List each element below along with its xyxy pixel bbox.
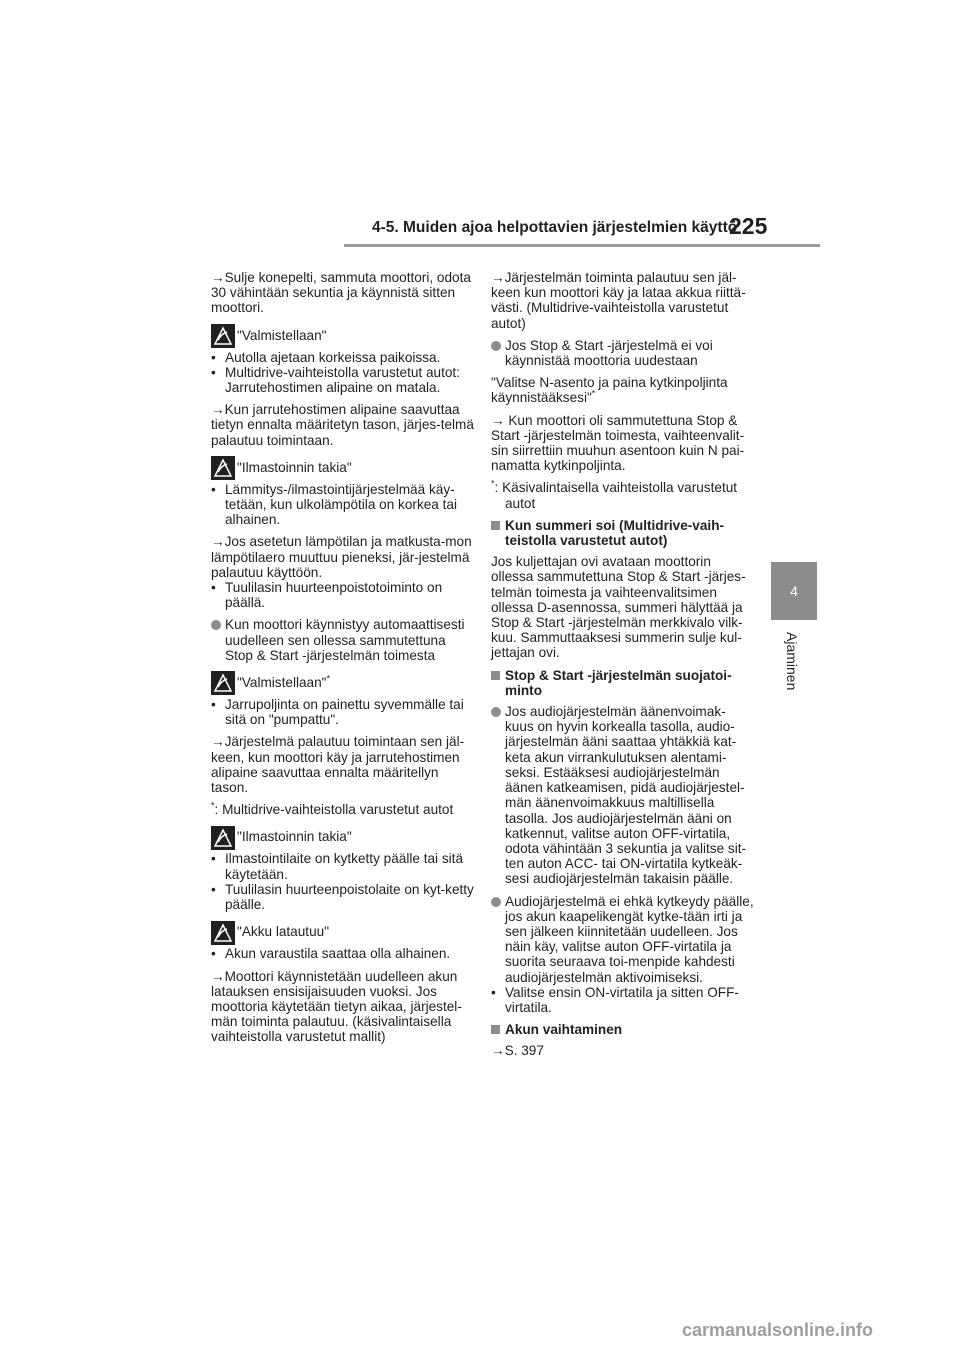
message-title-text: "Valmistellaan"	[237, 675, 327, 691]
circle-bullet-item	[491, 338, 754, 368]
warning-triangle-icon	[211, 826, 235, 850]
message-title-text: "Ilmastoinnin takia"	[237, 459, 352, 475]
message-block	[211, 824, 474, 912]
watermark: carmanualsonline.info	[682, 1320, 874, 1340]
circle-bullet-icon	[491, 341, 501, 351]
bullet-item	[211, 946, 474, 961]
section-heading-text: Kun summeri soi (Multidrive-vaih-teistolla varustetut autot)	[505, 517, 725, 549]
circle-bullet-item	[491, 894, 754, 985]
bullet-item	[211, 580, 474, 610]
bullet-item	[211, 350, 474, 365]
circle-bullet-text: Jos audiojärjestelmän äänenvoimak-kuus on hyvin korkealla tasolla, audio-järjestelmän ääni saattaa yhtäkkiä kat-keta akun virrankulutuksen alentami-seksi. Estääksesi audiojärjestelmän äänen katkeamisen, pidä audiojärjestel-män äänenvoimakkuus maltillisella tasolla. Jos audiojärjestelmän ääni on katkennut, valitse auton OFF-virtatila, odota vähintään 3 sekuntia ja valitse sit-ten auton ACC- tai ON-virtatila kytkeäk-sesi audiojärjestelmän takaisin päälle.	[505, 704, 747, 887]
bullet-item	[211, 851, 474, 881]
right-column	[491, 270, 754, 1066]
section-heading	[491, 1022, 754, 1037]
bullet-item	[211, 697, 474, 727]
paragraph	[491, 375, 754, 405]
section-heading	[491, 668, 754, 698]
circle-bullet-text: Kun moottori käynnistyy automaattisesti uudelleen sen ollessa sammutettuna Stop & Start -järjestelmän toimesta	[225, 617, 465, 663]
warning-triangle-icon	[211, 456, 235, 480]
paragraph: →Jos asetetun lämpötilan ja matkusta-mon lämpötilaero muuttuu pieneksi, jär-jestelmä palautuu käyttöön.	[211, 534, 472, 580]
paragraph: →Järjestelmän toiminta palautuu sen jäl-keen kun moottori käy ja lataa akkua riittä-västi. (Multidrive-vaihteistolla varustetut autot)	[491, 270, 746, 331]
bullet-item	[211, 365, 474, 395]
bullet-dot: •	[211, 881, 216, 897]
quoted-message: "Valitse N-asento ja paina kytkinpoljinta käynnistääksesi"	[491, 375, 728, 406]
bullet-text: Multidrive-vaihteistolla varustetut autot: Jarrutehostimen alipaine on matala.	[225, 364, 460, 396]
bullet-text: Akun varaustila saattaa olla alhainen.	[225, 946, 451, 962]
circle-bullet-icon	[491, 897, 501, 907]
section-heading-text: Akun vaihtaminen	[505, 1022, 623, 1038]
message-block	[211, 670, 474, 727]
bullet-item	[491, 985, 754, 1015]
left-column	[211, 270, 474, 1052]
bullet-dot: •	[211, 851, 216, 867]
square-bullet-icon	[491, 671, 500, 680]
section-heading-text: Stop & Start -järjestelmän suojatoi-minto	[505, 667, 732, 698]
paragraph: Jos kuljettajan ovi avataan moottorin ollessa sammutettuna Stop & Start -järjes-telmän toimesta ja vaihteenvalitsimen ollessa D-asennossa, summeri hälyttää ja Stop & Start -järjestelmän merkkivalo vilk-kuu. Sammuttaaksesi summerin sulje kul-jettajan ovi.	[491, 554, 746, 661]
paragraph: →Kun jarrutehostimen alipaine saavuttaa tietyn ennalta määritetyn tason, järjes-telmä palautuu toimintaan.	[211, 402, 474, 448]
bullet-text: Autolla ajetaan korkeissa paikoissa.	[225, 349, 441, 365]
message-title	[211, 919, 474, 945]
circle-bullet-item	[491, 704, 754, 886]
bullet-text: Ilmastointilaite on kytketty päälle tai sitä käytetään.	[225, 851, 464, 882]
bullet-dot: •	[211, 946, 216, 962]
warning-triangle-icon	[211, 921, 235, 945]
message-title	[211, 670, 474, 696]
bullet-dot: •	[491, 984, 496, 1000]
bullet-text: Valitse ensin ON-virtatila ja sitten OFF-virtatila.	[505, 984, 739, 1015]
bullet-item	[211, 482, 474, 528]
message-title	[211, 824, 474, 850]
message-title-text: "Valmistellaan"	[237, 327, 327, 343]
circle-bullet-icon	[211, 620, 221, 630]
bullet-text: Tuulilasin huurteenpoistolaite on kyt-ketty päälle.	[225, 881, 474, 913]
footnote-text: : Käsivalintaisella vaihteistolla varustetut autot	[494, 480, 738, 511]
page-reference: →S. 397	[491, 1043, 544, 1059]
footnote-marker: *	[211, 800, 215, 811]
page-number: 225	[729, 213, 768, 239]
paragraph: →Järjestelmä palautuu toimintaan sen jäl-keen, kun moottori käy ja jarrutehostimen alipaine saavuttaa ennalta määritellyn tason.	[211, 734, 465, 796]
footnote-marker: *	[491, 478, 495, 489]
circle-bullet-icon	[491, 707, 501, 717]
bullet-dot: •	[211, 697, 216, 713]
message-title	[211, 455, 474, 481]
circle-bullet-text: Audiojärjestelmä ei ehkä kytkeydy päälle, jos akun kaapelikengät kytke-tään irti ja sen jälkeen kiinnitetään uudelleen. Jos näin käy, valitse auton OFF-virtatila ja suorita seuraava toi-menpide kahdesti audiojärjestelmän aktivoimiseksi.	[505, 893, 754, 985]
footnote-text: : Multidrive-vaihteistolla varustetut autot	[214, 802, 454, 818]
bullet-text: Tuulilasin huurteenpoistotoiminto on päällä.	[225, 580, 443, 611]
footnote-marker: *	[326, 673, 331, 684]
message-title-text: "Akku latautuu"	[237, 924, 330, 940]
square-bullet-icon	[491, 1025, 500, 1034]
footnote	[211, 802, 474, 817]
message-title	[211, 323, 474, 349]
bullet-dot: •	[211, 481, 216, 497]
message-block	[211, 455, 474, 528]
bullet-text: Lämmitys-/ilmastointijärjestelmää käy-tetään, kun ulkolämpötila on korkea tai alhainen.	[225, 481, 457, 528]
bullet-item	[211, 882, 474, 912]
square-bullet-icon	[491, 521, 500, 530]
paragraph: →Moottori käynnistetään uudelleen akun latauksen ensisijaisuuden vuoksi. Jos moottoria käytetään tietyn aikaa, järjestel-män toiminta palautuu. (käsivalintaisella vaihteistolla varustetut mallit)	[211, 968, 462, 1045]
message-block	[211, 323, 474, 396]
message-title-text: "Ilmastoinnin takia"	[237, 829, 352, 845]
paragraph: →Sulje konepelti, sammuta moottori, odota 30 vähintään sekuntia ja käynnistä sitten moottori.	[211, 270, 471, 316]
bullet-text: Jarrupoljinta on painettu syvemmälle tai sitä on "pumpattu".	[225, 697, 464, 728]
footnote	[491, 480, 754, 510]
message-block	[211, 919, 474, 961]
bullet-dot: •	[211, 349, 216, 365]
header-divider	[344, 244, 820, 247]
chapter-label: Ajaminen	[784, 632, 800, 691]
footnote-marker: *	[591, 388, 596, 399]
paragraph: → Kun moottori oli sammutettuna Stop & Start -järjestelmän toimesta, vaihteenvalit-sin siirrettiin muuhun asentoon kuin N pai-namatta kytkinpoljinta.	[491, 412, 745, 474]
bullet-dot: •	[211, 364, 216, 380]
bullet-dot: •	[211, 580, 216, 596]
section-heading	[491, 518, 754, 548]
circle-bullet-text: Jos Stop & Start -järjestelmä ei voi käynnistää moottoria uudestaan	[505, 337, 713, 369]
chapter-tab: 4	[771, 562, 817, 620]
section-title: 4-5. Muiden ajoa helpottavien järjestelmien käyttö	[372, 219, 738, 236]
warning-triangle-icon	[211, 324, 235, 348]
circle-bullet-item	[211, 617, 474, 663]
warning-triangle-icon	[211, 671, 235, 695]
